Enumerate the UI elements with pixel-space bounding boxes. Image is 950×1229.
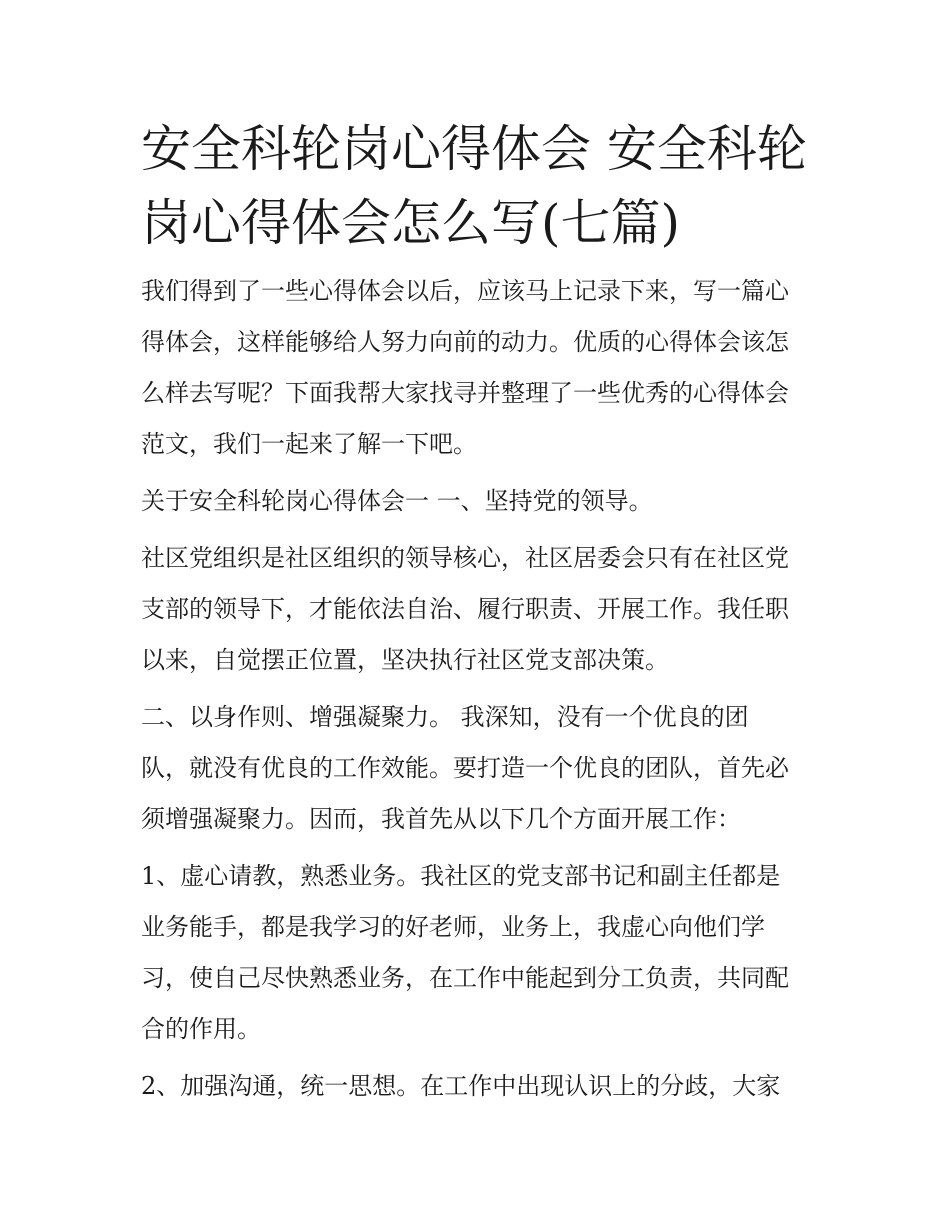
document-content [141, 112, 813, 1118]
body-paragraph [141, 692, 813, 845]
text-line: 社区党组织是社区组织的领导核心，社区居委会只有在社区党 [141, 544, 789, 572]
text-line: 队，就没有优良的工作效能。要打造一个优良的团队，首先必 [141, 754, 789, 782]
text-line: 得体会，这样能够给人努力向前的动力。优质的心得体会该怎 [141, 328, 789, 356]
text-line: 二、以身作则、增强凝聚力。 我深知，没有一个优良的团 [141, 703, 749, 731]
document-title [141, 112, 813, 260]
text-line: 关于安全科轮岗心得体会一 一、坚持党的领导。 [141, 487, 653, 515]
text-line: 合的作用。 [141, 1015, 261, 1043]
body-paragraph [141, 1061, 813, 1112]
text-line: 习，使自己尽快熟悉业务，在工作中能起到分工负责，共同配 [141, 964, 789, 992]
text-line: 范文，我们一起来了解一下吧。 [141, 430, 477, 458]
text-line: 2、加强沟通，统一思想。在工作中出现认识上的分歧，大家 [141, 1072, 781, 1100]
body-paragraph [141, 533, 813, 686]
title-line: 安全科轮岗心得体会 安全科轮 [141, 120, 807, 178]
text-line: 我们得到了一些心得体会以后，应该马上记录下来，写一篇心 [141, 277, 789, 305]
text-line: 业务能手，都是我学习的好老师，业务上，我虚心向他们学 [141, 913, 765, 941]
text-line: 须增强凝聚力。因而，我首先从以下几个方面开展工作： [141, 805, 741, 833]
body-paragraph [141, 851, 813, 1055]
section-heading-paragraph [141, 476, 813, 527]
title-line: 岗心得体会怎么写(七篇) [141, 194, 681, 252]
text-line: 1、虚心请教，熟悉业务。我社区的党支部书记和副主任都是 [141, 862, 781, 890]
intro-paragraph [141, 266, 813, 470]
text-line: 么样去写呢？下面我帮大家找寻并整理了一些优秀的心得体会 [141, 379, 789, 407]
text-line: 以来，自觉摆正位置，坚决执行社区党支部决策。 [141, 646, 669, 674]
text-line: 支部的领导下，才能依法自治、履行职责、开展工作。我任职 [141, 595, 789, 623]
